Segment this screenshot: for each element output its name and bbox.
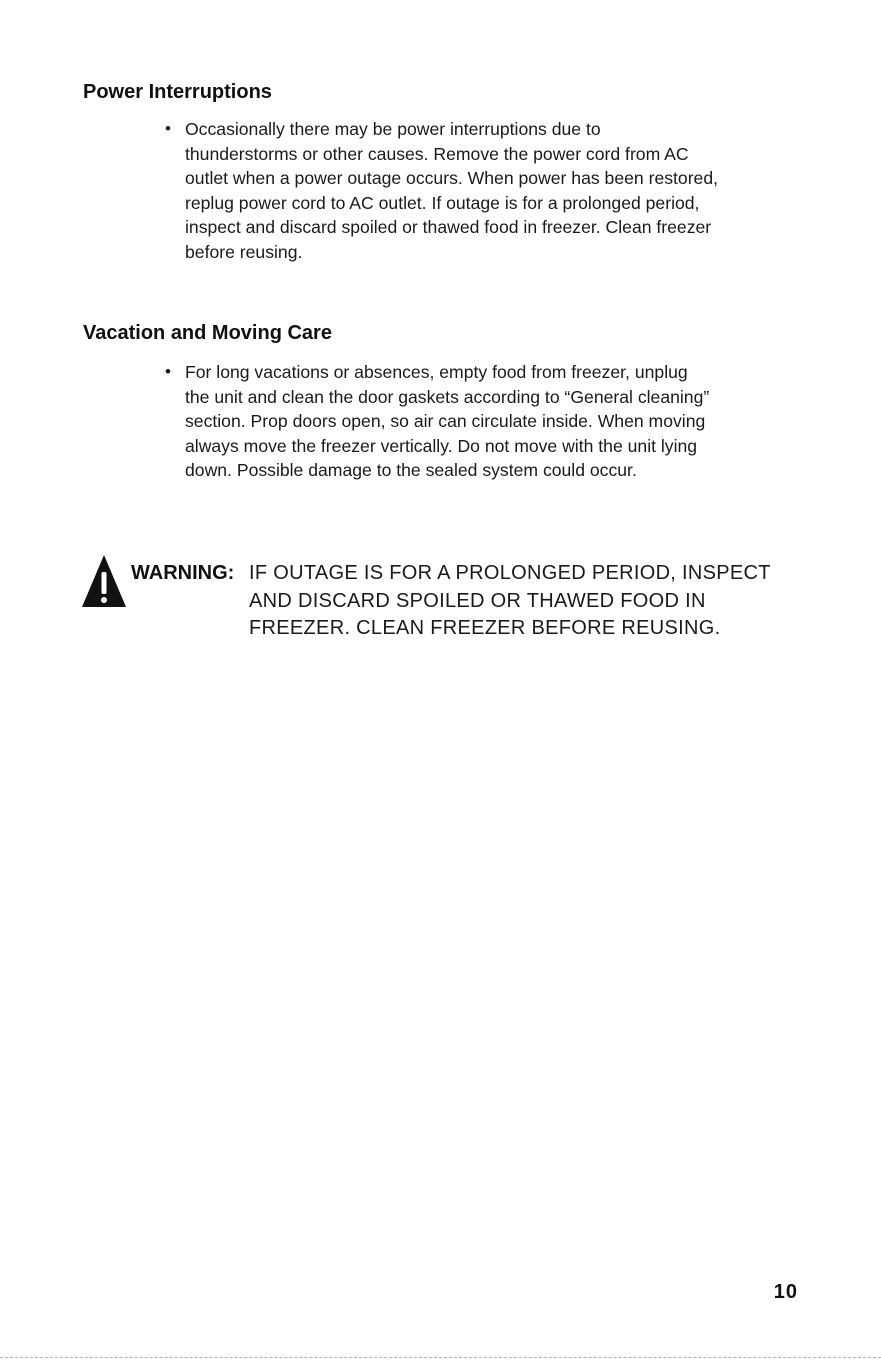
- power-interruptions-bullet: [165, 117, 805, 265]
- warning-message: [249, 560, 771, 643]
- paragraph-line: Occasionally there may be power interruptions due to: [185, 119, 601, 139]
- paragraph-line: For long vacations or absences, empty food from freezer, unplug: [185, 362, 688, 382]
- page-number: 10: [773, 1281, 798, 1303]
- paragraph-line: thunderstorms or other causes. Remove the power cord from AC: [185, 143, 689, 164]
- paragraph-line: the unit and clean the door gaskets according to “General cleaning”: [185, 386, 710, 407]
- warning-triangle-icon: [81, 554, 127, 608]
- vacation-moving-bullet: [165, 360, 805, 483]
- warning-line: FREEZER. CLEAN FREEZER BEFORE REUSING.: [249, 617, 721, 639]
- warning-line: AND DISCARD SPOILED OR THAWED FOOD IN: [249, 589, 706, 612]
- section-heading-vacation-moving-care: Vacation and Moving Care: [83, 322, 332, 344]
- paragraph-line: outlet when a power outage occurs. When power has been restored,: [185, 168, 719, 189]
- bullet-icon: •: [165, 362, 171, 381]
- paragraph-line: down. Possible damage to the sealed system could occur.: [185, 460, 637, 481]
- warning-label: WARNING:: [131, 562, 235, 584]
- page-edge-divider: [0, 1357, 881, 1358]
- section-heading-power-interruptions: Power Interruptions: [83, 81, 272, 103]
- paragraph-line: section. Prop doors open, so air can circulate inside. When moving: [185, 411, 706, 432]
- paragraph-line: always move the freezer vertically. Do not move with the unit lying: [185, 435, 698, 456]
- paragraph-line: inspect and discard spoiled or thawed food in freezer. Clean freezer: [185, 217, 712, 238]
- paragraph-line: before reusing.: [185, 241, 303, 262]
- paragraph-line: replug power cord to AC outlet. If outage is for a prolonged period,: [185, 192, 700, 213]
- warning-line: IF OUTAGE IS FOR A PROLONGED PERIOD, INSPECT: [249, 562, 771, 584]
- bullet-icon: •: [165, 119, 171, 138]
